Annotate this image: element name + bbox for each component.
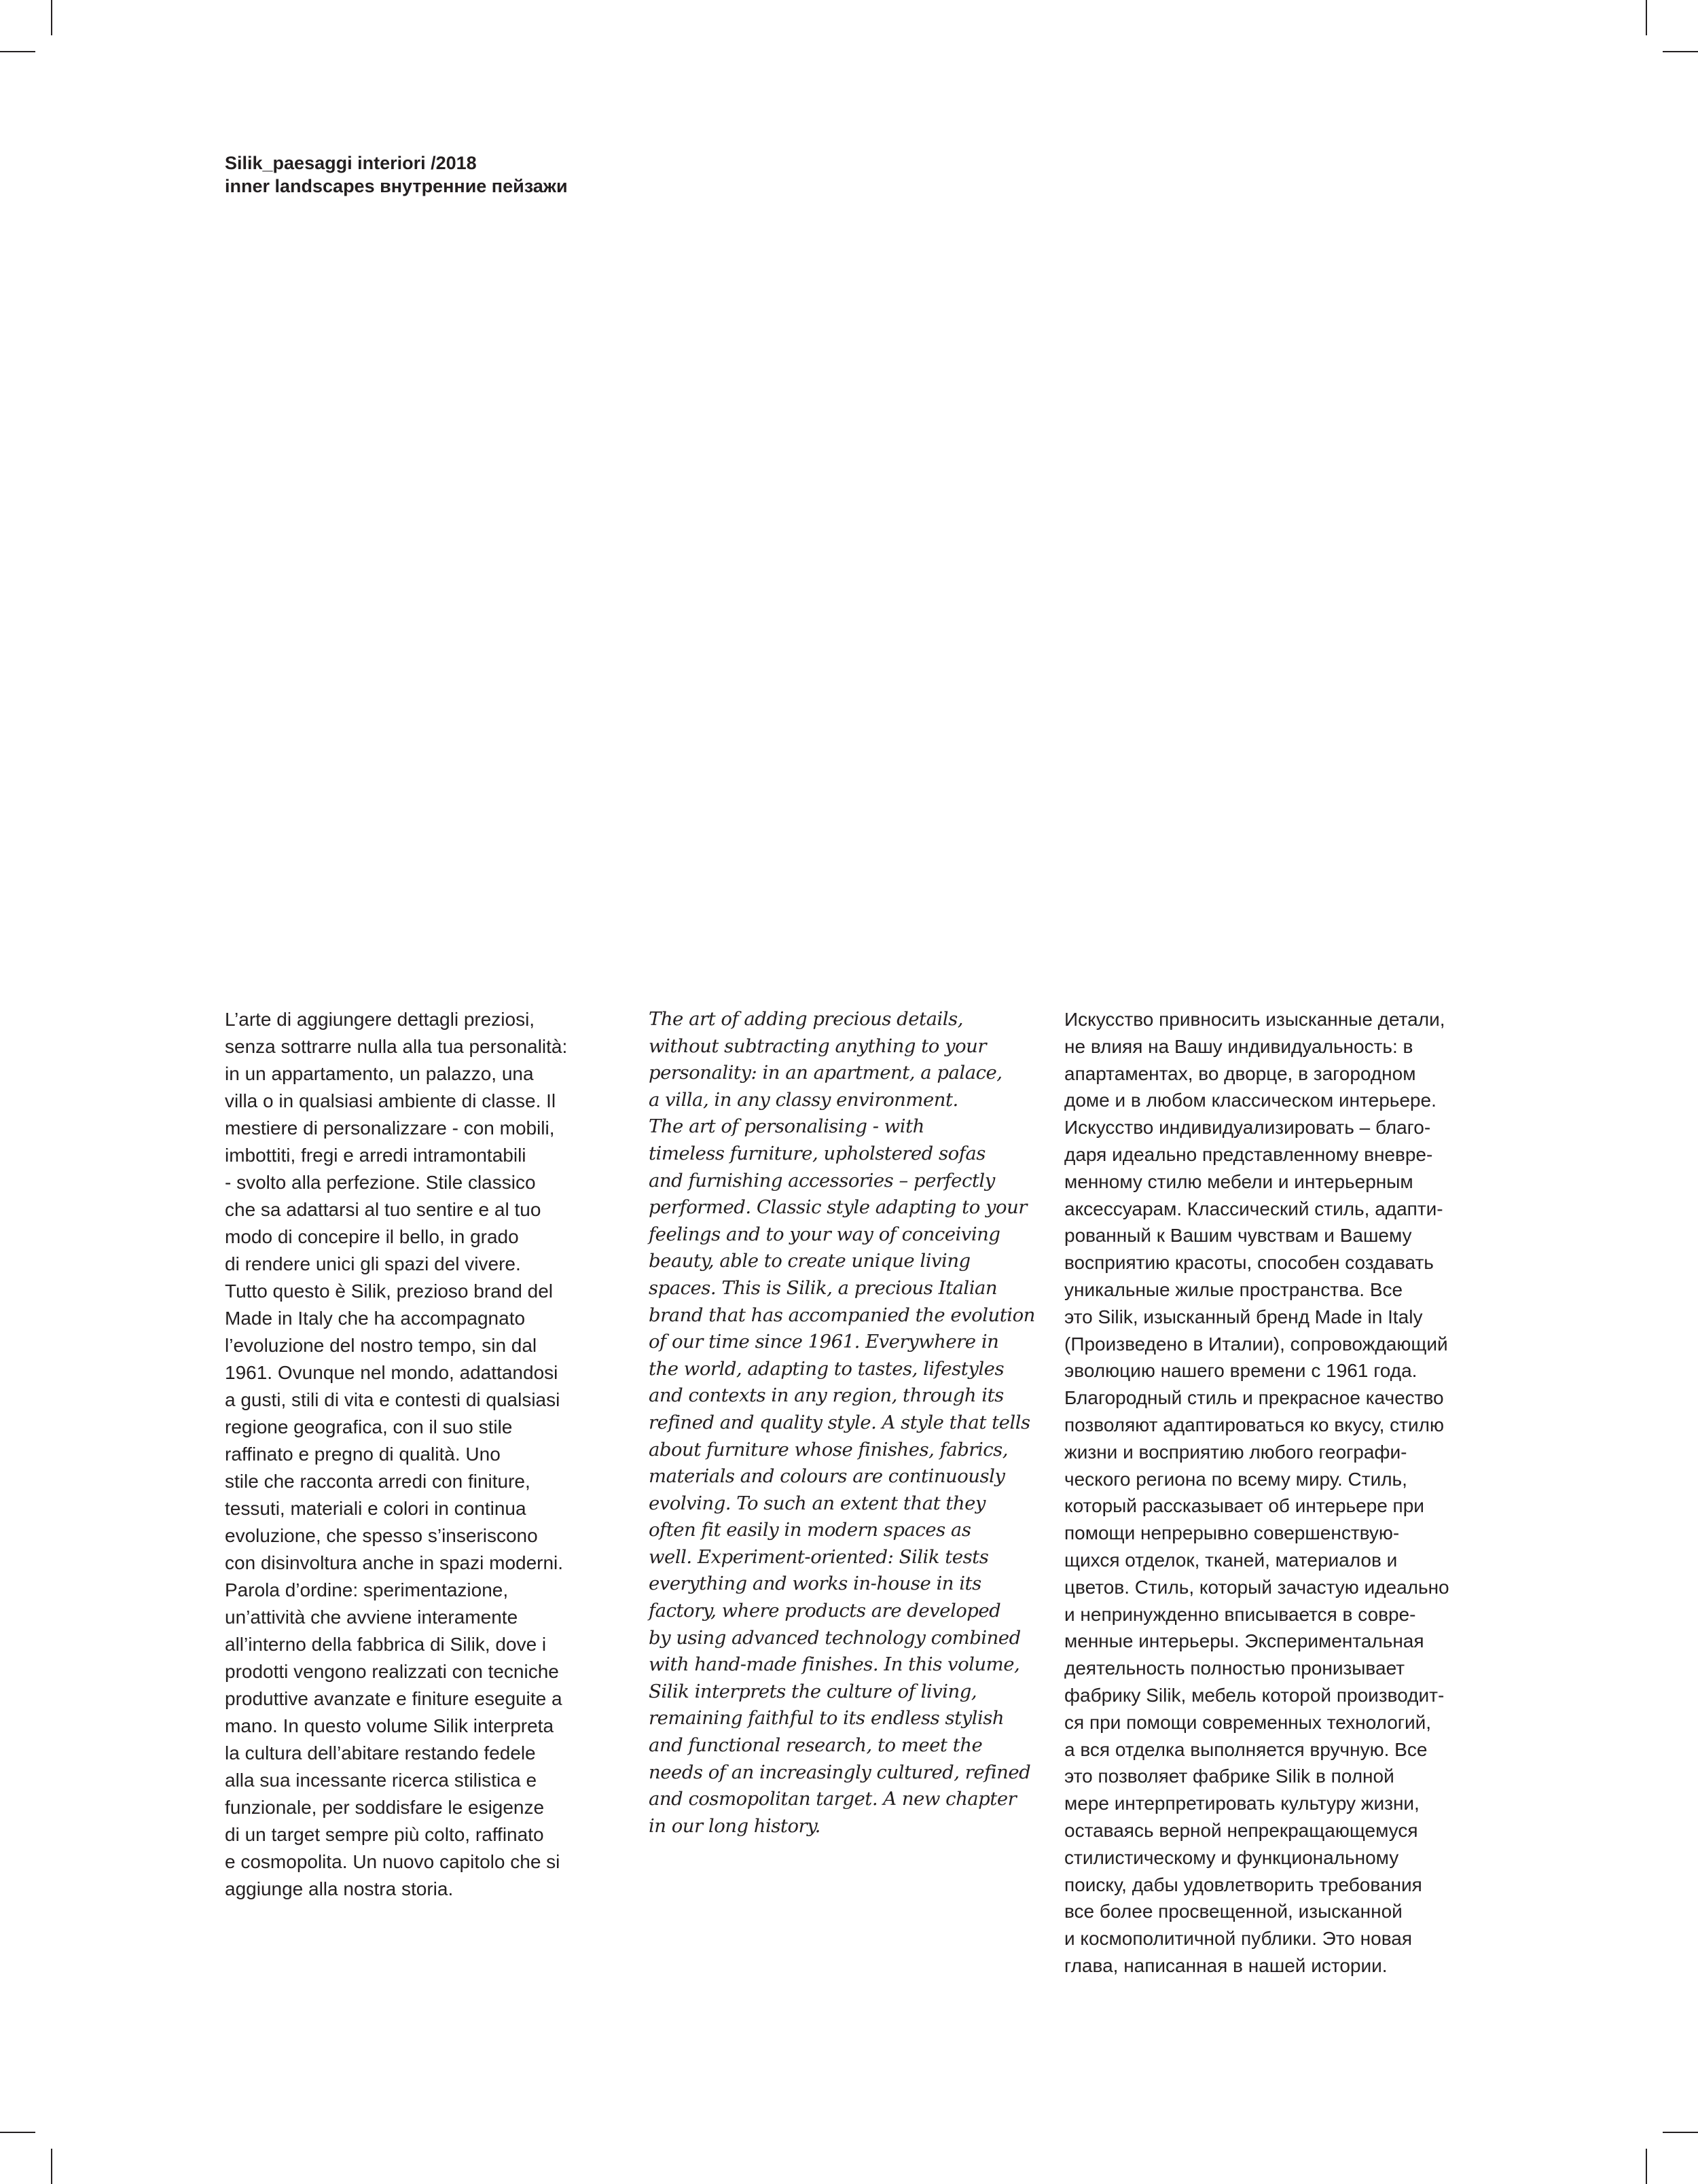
text-line: stile che racconta arredi con finiture, — [225, 1471, 530, 1492]
crop-mark-top-left-horizontal — [0, 51, 35, 52]
text-line: senza sottrarre nulla alla tua personalità: — [225, 1036, 568, 1057]
text-line: che sa adattarsi al tuo sentire e al tuo — [225, 1199, 541, 1220]
text-line: Made in Italy che ha accompagnato — [225, 1308, 526, 1329]
text-line: in our long history. — [649, 1814, 820, 1837]
text-line: produttive avanzate e finiture eseguite a — [225, 1688, 562, 1709]
text-line: factory, where products are developed — [649, 1600, 1001, 1622]
text-line: evoluzione, che spesso s’inseriscono — [225, 1525, 538, 1546]
text-line: materials and colours are continuously — [649, 1465, 1005, 1488]
text-line: needs of an increasingly cultured, refined — [649, 1761, 1031, 1783]
crop-mark-bottom-left-vertical — [51, 2149, 52, 2184]
text-line: di un target sempre più colto, raffinato — [225, 1824, 544, 1845]
text-line: raffinato e pregno di qualità. Uno — [225, 1444, 501, 1465]
text-line: и космополитичной публики. Это новая — [1064, 1928, 1412, 1950]
text-line: about furniture whose finishes, fabrics, — [649, 1438, 1009, 1461]
text-line: аксессуарам. Классический стиль, адапти- — [1064, 1198, 1443, 1219]
text-line: не влияя на Вашу индивидуальность: в — [1064, 1035, 1413, 1057]
text-line: timeless furniture, upholstered sofas — [649, 1142, 986, 1164]
text-line: Parola d’ordine: sperimentazione, — [225, 1579, 509, 1600]
text-line: стилистическому и функциональному — [1064, 1846, 1399, 1868]
text-line: глава, написанная в нашей истории. — [1064, 1954, 1388, 1976]
text-line: by using advanced technology combined — [649, 1626, 1021, 1649]
text-line: personality: in an apartment, a palace, — [649, 1062, 1002, 1084]
text-line: фабрику Silik, мебель которой производит- — [1064, 1684, 1445, 1706]
text-line: all’interno della fabbrica di Silik, dove i — [225, 1634, 547, 1655]
text-line: менному стилю мебели и интерьерным — [1064, 1170, 1413, 1192]
text-line: e cosmopolita. Un nuovo capitolo che si — [225, 1851, 560, 1872]
text-line: 1961. Ovunque nel mondo, adattandosi — [225, 1362, 558, 1383]
russian-text-column — [1064, 1006, 1449, 1980]
text-line: remaining faithful to its endless stylish — [649, 1707, 1005, 1730]
crop-mark-top-right-vertical — [1646, 0, 1647, 35]
text-line: (Произведено в Италии), сопровождающий — [1064, 1333, 1448, 1355]
text-line: а вся отделка выполняется вручную. Все — [1064, 1738, 1428, 1760]
text-line: - svolto alla perfezione. Stile classico — [225, 1172, 536, 1193]
text-line: доме и в любом классическом интерьере. — [1064, 1090, 1437, 1111]
text-line: мере интерпретировать культуру жизни, — [1064, 1793, 1420, 1814]
text-line: помощи непрерывно совершенствую- — [1064, 1522, 1400, 1544]
text-line: regione geografica, con il suo stile — [225, 1416, 513, 1437]
text-line: mano. In questo volume Silik interpreta — [225, 1715, 554, 1736]
header-title: Silik_paesaggi interiori /2018 — [225, 153, 477, 173]
text-line: который рассказывает об интерьере при — [1064, 1495, 1424, 1517]
text-line: это Silik, изысканный бренд Made in Italy — [1064, 1306, 1423, 1327]
text-line: well. Experiment-oriented: Silik tests — [649, 1545, 989, 1568]
text-line: imbottiti, fregi e arredi intramontabili — [225, 1145, 526, 1166]
text-line: spaces. This is Silik, a precious Italian — [649, 1276, 998, 1299]
text-line: это позволяет фабрике Silik в полной — [1064, 1766, 1394, 1787]
text-line: prodotti vengono realizzati con tecniche — [225, 1661, 559, 1682]
text-line: aggiunge alla nostra storia. — [225, 1878, 454, 1899]
text-line: позволяют адаптироваться ко вкусу, стилю — [1064, 1414, 1444, 1435]
text-line: brand that has accompanied the evolution — [649, 1304, 1035, 1326]
text-line: жизни и восприятию любого географи- — [1064, 1441, 1407, 1463]
text-line: поиску, дабы удовлетворить требования — [1064, 1874, 1422, 1895]
text-line: a villa, in any classy environment. — [649, 1088, 958, 1111]
text-line: восприятию красоты, способен создавать — [1064, 1252, 1434, 1274]
text-line: Искусство индивидуализировать – благо- — [1064, 1117, 1431, 1139]
text-line: un’attività che avviene interamente — [225, 1607, 518, 1628]
header-subtitle: inner landscapes внутренние пейзажи — [225, 176, 568, 196]
english-text-column — [649, 1006, 1035, 1840]
text-line: in un appartamento, un palazzo, una — [225, 1063, 534, 1084]
text-line: Silik interprets the culture of living, — [649, 1680, 977, 1702]
text-line: оставаясь верной непрекращающемуся — [1064, 1819, 1418, 1841]
text-line: L’arte di aggiungere dettagli preziosi, — [225, 1009, 535, 1030]
text-line: ческого региона по всему миру. Стиль, — [1064, 1468, 1407, 1490]
text-line: and functional research, to meet the — [649, 1734, 983, 1757]
text-line: di rendere unici gli spazi del vivere. — [225, 1253, 521, 1274]
text-line: of our time since 1961. Everywhere in — [649, 1331, 999, 1353]
text-line: and furnishing accessories – perfectly — [649, 1169, 995, 1192]
text-line: уникальные жилые пространства. Все — [1064, 1278, 1403, 1300]
text-line: эволюцию нашего времени с 1961 года. — [1064, 1360, 1417, 1382]
text-line: beauty, able to create unique living — [649, 1250, 971, 1272]
text-line: evolving. To such an extent that they — [649, 1492, 986, 1514]
text-line: modo di concepire il bello, in grado — [225, 1226, 519, 1247]
text-line: often fit easily in modern spaces as — [649, 1519, 971, 1541]
text-line: refined and quality style. A style that tells — [649, 1411, 1030, 1433]
crop-mark-top-left-vertical — [51, 0, 52, 35]
text-line: con disinvoltura anche in spazi moderni. — [225, 1552, 564, 1573]
text-line: все более просвещенной, изысканной — [1064, 1901, 1403, 1922]
text-line: ся при помощи современных технологий, — [1064, 1711, 1432, 1733]
text-line: with hand-made finishes. In this volume, — [649, 1653, 1020, 1676]
text-line: менные интерьеры. Экспериментальная — [1064, 1630, 1424, 1652]
text-line: щихся отделок, тканей, материалов и — [1064, 1549, 1398, 1571]
page-header — [225, 151, 568, 198]
text-line: деятельность полностью пронизывает — [1064, 1658, 1405, 1679]
text-line: villa o in qualsiasi ambiente di classe. Il — [225, 1090, 556, 1111]
text-line: рованный к Вашим чувствам и Вашему — [1064, 1225, 1412, 1247]
text-line: funzionale, per soddisfare le esigenze — [225, 1797, 545, 1818]
text-line: and cosmopolitan target. A new chapter — [649, 1788, 1017, 1810]
text-line: feelings and to your way of conceiving — [649, 1223, 1000, 1245]
text-line: цветов. Стиль, который зачастую идеально — [1064, 1576, 1449, 1598]
text-line: Tutto questo è Silik, prezioso brand del — [225, 1281, 554, 1302]
text-line: и непринужденно вписывается в совре- — [1064, 1603, 1416, 1625]
crop-mark-bottom-left-horizontal — [0, 2132, 35, 2133]
text-line: and contexts in any region, through its — [649, 1384, 1004, 1407]
text-line: tessuti, materiali e colori in continua — [225, 1498, 526, 1519]
text-line: Благородный стиль и прекрасное качество — [1064, 1387, 1444, 1409]
text-line: without subtracting anything to your — [649, 1035, 987, 1057]
text-line: everything and works in-house in its — [649, 1573, 981, 1595]
crop-mark-bottom-right-vertical — [1646, 2149, 1647, 2184]
text-line: la cultura dell’abitare restando fedele — [225, 1742, 536, 1764]
crop-mark-bottom-right-horizontal — [1663, 2132, 1698, 2133]
italian-text-column — [225, 1006, 567, 1903]
text-line: The art of adding precious details, — [649, 1008, 963, 1030]
text-line: l’evoluzione del nostro tempo, sin dal — [225, 1335, 537, 1356]
text-line: a gusti, stili di vita e contesti di qualsiasi — [225, 1389, 560, 1410]
text-line: performed. Classic style adapting to your — [649, 1196, 1027, 1219]
text-line: Искусство привносить изысканные детали, — [1064, 1009, 1445, 1030]
text-line: апартаментах, во дворце, в загородном — [1064, 1062, 1416, 1084]
text-line: даря идеально представленному вневре- — [1064, 1143, 1433, 1165]
text-line: mestiere di personalizzare - con mobili, — [225, 1117, 555, 1139]
text-line: The art of personalising - with — [649, 1115, 924, 1138]
crop-mark-top-right-horizontal — [1663, 51, 1698, 52]
text-line: alla sua incessante ricerca stilistica e — [225, 1770, 537, 1791]
text-line: the world, adapting to tastes, lifestyles — [649, 1357, 1005, 1380]
